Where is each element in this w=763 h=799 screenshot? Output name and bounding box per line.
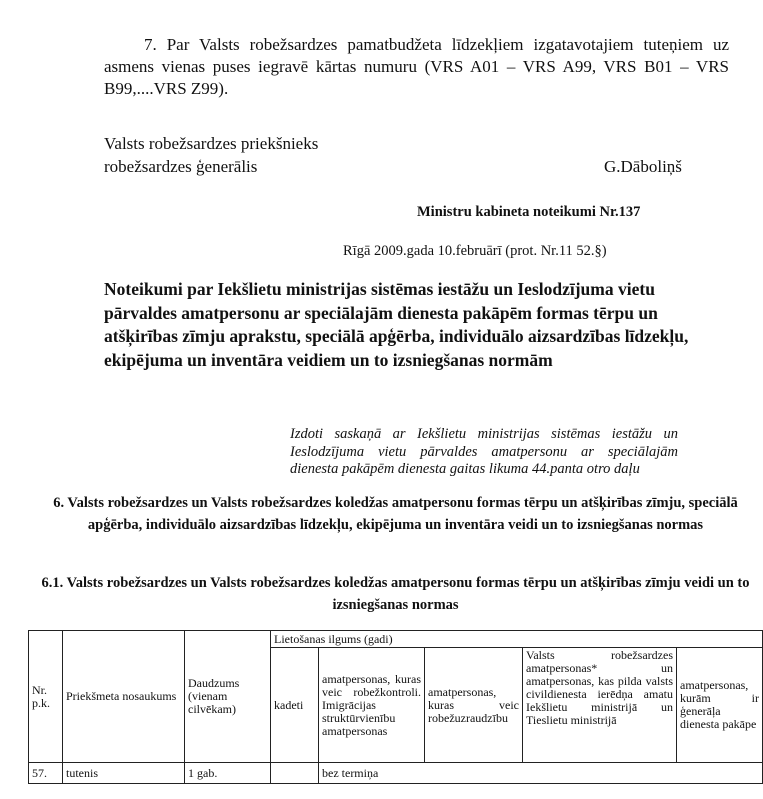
- norms-table: [28, 630, 763, 784]
- regulation-title: Noteikumi par Iekšlietu ministrijas sistēmas iestāžu un Ieslodzījuma vietu pārvaldes amatpersonu ar speciālajām dienesta pakāpēm formas tērpu un atšķirības zīmju aprakstu, speciālā apģērba, individuālo aizsardzības līdzekļu, ekipējuma un inventāra veidiem un to izsniegšanas normām: [104, 279, 689, 370]
- cell-nr: 57.: [29, 763, 63, 784]
- section-6-1-heading: 6.1. Valsts robežsardzes un Valsts robežsardzes koledžas amatpersonu formas tērpu un atšķirības zīmju veidi un to izsniegšanas normas: [41, 575, 750, 613]
- signature-position-line1: Valsts robežsardzes priekšnieks: [104, 134, 319, 153]
- signature-name: G.Dāboliņš: [604, 157, 682, 176]
- point-7-text: Par Valsts robežsardzes pamatbudžeta līdzekļiem izgatavotajiem tuteņiem uz asmens vienas puses iegravē kārtas numuru (VRS A01 – VRS A99, VRS B01 – VRS B99,....VRS Z99).: [104, 35, 729, 98]
- cell-cadets: [271, 763, 319, 784]
- cell-qty: 1 gab.: [185, 763, 271, 784]
- col-header-general: amatpersonas, kurām ir ģenerāļa dienesta pakāpe: [677, 648, 763, 763]
- col-header-nr: Nr. p.k.: [29, 631, 63, 763]
- cell-name: tutenis: [63, 763, 185, 784]
- point-7-paragraph: [104, 34, 729, 100]
- issued-note: Izdoti saskaņā ar Iekšlietu ministrijas sistēmas iestāžu un Ieslodzījuma vietu pārvaldes amatpersonu ar speciālajām dienesta pakāpēm dienesta gaitas likuma 44.panta otro daļu: [290, 426, 678, 477]
- point-7-number: 7.: [144, 35, 157, 54]
- regulation-place-date: Rīgā 2009.gada 10.februārī (prot. Nr.11 52.§): [343, 243, 607, 259]
- table-row: [29, 763, 763, 784]
- section-6-heading: 6. Valsts robežsardzes un Valsts robežsardzes koledžas amatpersonu formas tērpu un atšķirības zīmju, speciālā apģērba, individuālo aizsardzības līdzekļu, ekipējuma un inventāra veidi un to izsniegšanas normas: [53, 495, 738, 533]
- col-header-qty: Daudzums (vienam cilvēkam): [185, 631, 271, 763]
- regulation-heading: Ministru kabineta noteikumi Nr.137: [417, 204, 641, 220]
- col-header-border-surveillance: amatpersonas, kuras veic robežuzraudzību: [425, 648, 523, 763]
- col-header-border-control: amatpersonas, kuras veic robežkontroli. Imigrācijas struktūrvienību amatpersonas: [319, 648, 425, 763]
- signature-position-line2: robežsardzes ģenerālis: [104, 157, 258, 176]
- col-group-header: Lietošanas ilgums (gadi): [271, 631, 763, 648]
- col-header-civil-service: Valsts robežsardzes amatpersonas* un amatpersonas, kas pilda valsts civildienesta ierēdņa amatu Iekšlietu ministrijā un Tieslietu ministrijā: [523, 648, 677, 763]
- cell-span-value: bez termiņa: [319, 763, 763, 784]
- col-header-name: Priekšmeta nosaukums: [63, 631, 185, 763]
- col-header-cadets: kadeti: [271, 648, 319, 763]
